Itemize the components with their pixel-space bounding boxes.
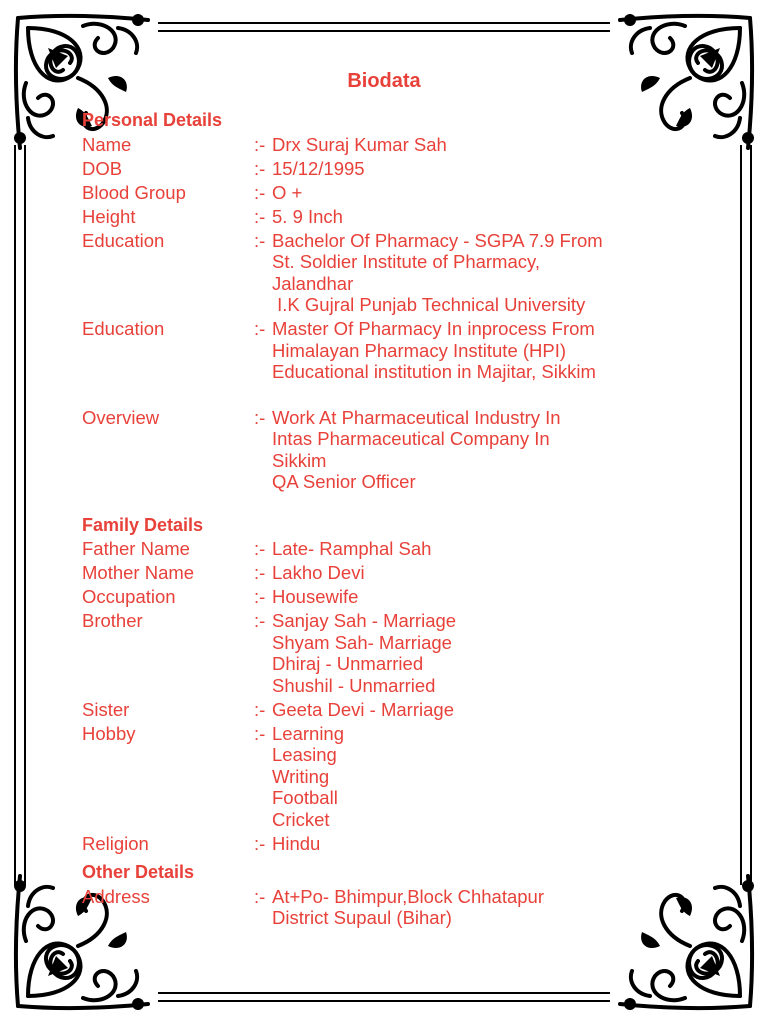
detail-row (82, 206, 712, 228)
detail-values (272, 586, 712, 608)
detail-value-line: Dhiraj - Unmarried (272, 653, 424, 674)
page-title: Biodata (347, 70, 421, 92)
detail-label: Education (82, 229, 165, 251)
detail-separator: :- (254, 586, 266, 607)
detail-row (82, 610, 712, 696)
detail-value-line: Housewife (272, 586, 359, 607)
detail-label: DOB (82, 157, 123, 179)
detail-values (272, 723, 712, 831)
detail-value-line: Writing (272, 765, 330, 787)
detail-row (82, 886, 712, 929)
detail-row (82, 407, 712, 493)
detail-values (272, 699, 712, 721)
detail-separator: :- (254, 205, 266, 227)
detail-value-line: QA Senior Officer (272, 471, 416, 492)
detail-separator: :- (254, 157, 266, 179)
detail-value-line: Learning (272, 722, 345, 744)
detail-value-line: Bachelor Of Pharmacy - SGPA 7.9 From (272, 229, 603, 251)
detail-row (82, 833, 712, 855)
detail-value-line: Drx Suraj Kumar Sah (272, 133, 447, 155)
detail-value-line: Intas Pharmaceutical Company In (272, 428, 550, 449)
detail-label: Overview (82, 406, 160, 428)
detail-row (82, 562, 712, 584)
detail-value-line: Sanjay Sah - Marriage (272, 610, 457, 631)
detail-row (82, 230, 712, 316)
detail-separator: :- (254, 610, 266, 631)
detail-values (272, 407, 712, 493)
detail-row (82, 699, 712, 721)
detail-separator: :- (254, 885, 266, 907)
detail-label: Address (82, 885, 150, 907)
detail-row (82, 158, 712, 180)
detail-label: Hobby (82, 722, 136, 744)
detail-value-line: Leasing (272, 744, 337, 765)
detail-value-line: District Supaul (Bihar) (272, 907, 452, 928)
detail-value-line: Lakho Devi (272, 562, 365, 583)
detail-value-line: Jalandhar (272, 272, 354, 294)
detail-separator: :- (254, 562, 266, 583)
detail-separator: :- (254, 406, 266, 428)
personal-details-list (82, 134, 712, 493)
detail-value-line: O + (272, 181, 303, 203)
detail-values (272, 610, 712, 696)
section-heading-personal: Personal Details (82, 110, 223, 130)
detail-separator: :- (254, 318, 266, 339)
detail-value-line: Shyam Sah- Marriage (272, 631, 452, 653)
detail-values (272, 562, 712, 584)
detail-values (272, 538, 712, 560)
detail-label: Religion (82, 832, 149, 854)
family-details-list (82, 538, 712, 854)
detail-separator: :- (254, 832, 266, 854)
detail-value-line: Work At Pharmaceutical Industry In (272, 406, 561, 428)
detail-value-line: Late- Ramphal Sah (272, 538, 432, 559)
detail-separator: :- (254, 722, 266, 744)
detail-values (272, 206, 712, 228)
detail-value-line: Cricket (272, 808, 330, 830)
detail-label: Brother (82, 610, 143, 631)
detail-values (272, 230, 712, 316)
detail-values (272, 886, 712, 929)
detail-value-line: 5. 9 Inch (272, 205, 343, 227)
detail-values (272, 318, 712, 383)
detail-label: Sister (82, 698, 130, 720)
frame-bottom-bar (158, 992, 610, 1002)
detail-value-line: St. Soldier Institute of Pharmacy, (272, 251, 541, 272)
detail-label: Blood Group (82, 181, 186, 203)
detail-label: Father Name (82, 538, 190, 559)
detail-value-line: Himalayan Pharmacy Institute (HPI) (272, 339, 567, 361)
section-heading-other: Other Details (82, 862, 195, 882)
detail-values (272, 158, 712, 180)
detail-label: Occupation (82, 586, 176, 607)
frame-left-bar (14, 145, 26, 885)
detail-values (272, 182, 712, 204)
detail-label: Mother Name (82, 562, 195, 583)
detail-value-line: Geeta Devi - Marriage (272, 698, 454, 720)
section-heading-family: Family Details (82, 514, 204, 535)
detail-separator: :- (254, 538, 266, 559)
biodata-content (82, 110, 712, 929)
detail-value-line: At+Po- Bhimpur,Block Chhatapur (272, 885, 544, 907)
detail-value-line: Master Of Pharmacy In inprocess From (272, 318, 595, 339)
detail-row (82, 586, 712, 608)
detail-separator: :- (254, 133, 266, 155)
detail-values (272, 134, 712, 156)
detail-value-line: Sikkim (272, 449, 327, 471)
detail-value-line: 15/12/1995 (272, 157, 365, 179)
detail-row (82, 538, 712, 560)
detail-values (272, 833, 712, 855)
detail-value-line: Football (272, 787, 338, 808)
detail-separator: :- (254, 181, 266, 203)
detail-row (82, 723, 712, 831)
detail-label: Height (82, 205, 136, 227)
detail-value-line: Hindu (272, 832, 321, 854)
detail-row (82, 182, 712, 204)
detail-row (82, 134, 712, 156)
frame-top-bar (158, 22, 610, 32)
other-details-list (82, 886, 712, 929)
detail-separator: :- (254, 698, 266, 720)
frame-right-bar (740, 145, 752, 885)
detail-value-line: Shushil - Unmarried (272, 674, 436, 696)
detail-value-line: I.K Gujral Punjab Technical University (272, 294, 586, 315)
detail-value-line: Educational institution in Majitar, Sikkim (272, 361, 596, 382)
detail-row (82, 318, 712, 383)
detail-label: Name (82, 133, 132, 155)
detail-label: Education (82, 318, 165, 339)
detail-separator: :- (254, 229, 266, 251)
